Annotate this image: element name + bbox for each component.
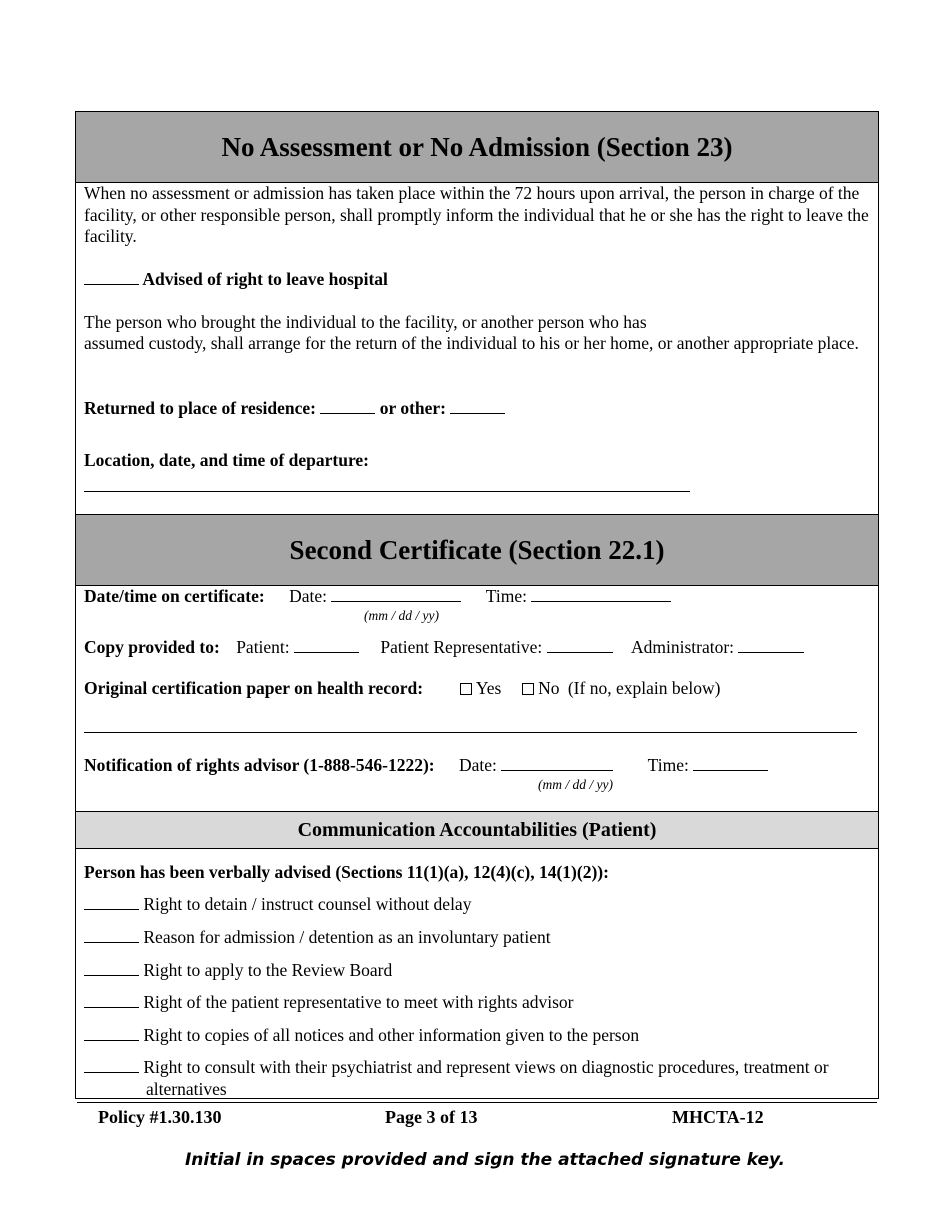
second-certificate-title: Second Certificate (Section 22.1): [289, 534, 665, 565]
section-23-title: No Assessment or No Admission (Section 23): [221, 131, 733, 162]
initial-blank[interactable]: [84, 1058, 139, 1073]
return-para-line1: The person who brought the individual to the facility, or another person who has: [84, 312, 647, 332]
original-paper-row: [84, 678, 720, 700]
initial-blank[interactable]: [84, 1026, 139, 1041]
returned-label: Returned to place of residence:: [84, 398, 316, 418]
advised-right-label: Advised of right to leave hospital: [142, 269, 388, 289]
section-23-header: [76, 112, 878, 183]
list-item-label: Right to copies of all notices and other information given to the person: [143, 1025, 640, 1045]
list-item-label: Right of the patient representative to meet with rights advisor: [143, 992, 574, 1012]
advised-right-row: [84, 269, 388, 291]
departure-line[interactable]: [84, 491, 690, 492]
returned-other-blank[interactable]: [450, 399, 505, 414]
rights-advisor-date-format: (mm / dd / yy): [538, 777, 613, 792]
form-code: MHCTA-12: [672, 1107, 764, 1127]
initial-blank[interactable]: [84, 928, 139, 943]
explain-label: (If no, explain below): [567, 678, 721, 698]
copy-patient-blank[interactable]: [294, 638, 359, 653]
rights-advisor-time-blank[interactable]: [693, 756, 768, 771]
advised-initial-blank[interactable]: [84, 270, 139, 285]
page-number: Page 3 of 13: [385, 1107, 478, 1127]
list-item: [84, 927, 551, 949]
form-box: [75, 111, 879, 1099]
rights-advisor-date-blank[interactable]: [501, 756, 613, 771]
list-item-label: Right to detain / instruct counsel without delay: [143, 894, 472, 914]
certificate-time-label: Time:: [485, 586, 527, 606]
no-label: No: [538, 678, 560, 698]
footer-divider: [77, 1102, 877, 1103]
returned-row: [84, 398, 505, 420]
rights-advisor-time-label: Time:: [647, 755, 689, 775]
departure-label: Location, date, and time of departure:: [84, 450, 369, 470]
copy-provided-row: [84, 637, 804, 659]
other-label: or other:: [379, 398, 446, 418]
yes-label: Yes: [475, 678, 502, 698]
communication-header: [76, 811, 878, 849]
list-item-continuation: alternatives: [146, 1079, 227, 1099]
explain-line[interactable]: [84, 732, 857, 733]
returned-residence-blank[interactable]: [320, 399, 375, 414]
certificate-date-blank[interactable]: [331, 587, 461, 602]
communication-title: Communication Accountabilities (Patient): [297, 818, 657, 841]
section-23-intro: When no assessment or admission has taken place within the 72 hours upon arrival, the person in charge of the facility, or other responsible person, shall promptly inform the individual that he or she has the right to leave the facility.: [84, 183, 869, 246]
copy-rep-blank[interactable]: [547, 638, 613, 653]
list-item: [84, 992, 573, 1014]
rights-advisor-label: Notification of rights advisor (1-888-546-1222):: [84, 755, 435, 775]
initial-blank[interactable]: [84, 993, 139, 1008]
initial-blank[interactable]: [84, 961, 139, 976]
policy-number: Policy #1.30.130: [98, 1107, 222, 1127]
initial-blank[interactable]: [84, 895, 139, 910]
original-paper-label: Original certification paper on health record:: [84, 678, 424, 698]
list-item: [84, 1025, 639, 1047]
certificate-datetime-row: [84, 586, 671, 608]
no-checkbox[interactable]: [522, 683, 534, 695]
verbally-advised-label: Person has been verbally advised (Sections 11(1)(a), 12(4)(c), 14(1)(2)):: [84, 862, 609, 882]
copy-rep-label: Patient Representative:: [380, 637, 543, 657]
certificate-datetime-label: Date/time on certificate:: [84, 586, 265, 606]
certificate-time-blank[interactable]: [531, 587, 671, 602]
second-certificate-header: [76, 514, 878, 586]
list-item: [84, 1057, 829, 1079]
signature-instruction: Initial in spaces provided and sign the attached signature key.: [184, 1150, 786, 1170]
list-item: [84, 894, 471, 916]
list-item-label: Reason for admission / detention as an involuntary patient: [143, 927, 551, 947]
return-para-line2: assumed custody, shall arrange for the return of the individual to his or her home, or another appropriate place.: [84, 333, 859, 353]
copy-provided-label: Copy provided to:: [84, 637, 220, 657]
list-item: [84, 960, 392, 982]
list-item-label: Right to consult with their psychiatrist and represent views on diagnostic procedures, treatment or: [143, 1057, 829, 1077]
rights-advisor-date-label: Date:: [458, 755, 497, 775]
copy-patient-label: Patient:: [236, 637, 290, 657]
yes-checkbox[interactable]: [460, 683, 472, 695]
certificate-date-label: Date:: [289, 586, 328, 606]
copy-admin-label: Administrator:: [630, 637, 735, 657]
copy-admin-blank[interactable]: [738, 638, 804, 653]
certificate-date-format: (mm / dd / yy): [364, 608, 439, 623]
rights-advisor-row: [84, 755, 768, 777]
list-item-label: Right to apply to the Review Board: [143, 960, 393, 980]
